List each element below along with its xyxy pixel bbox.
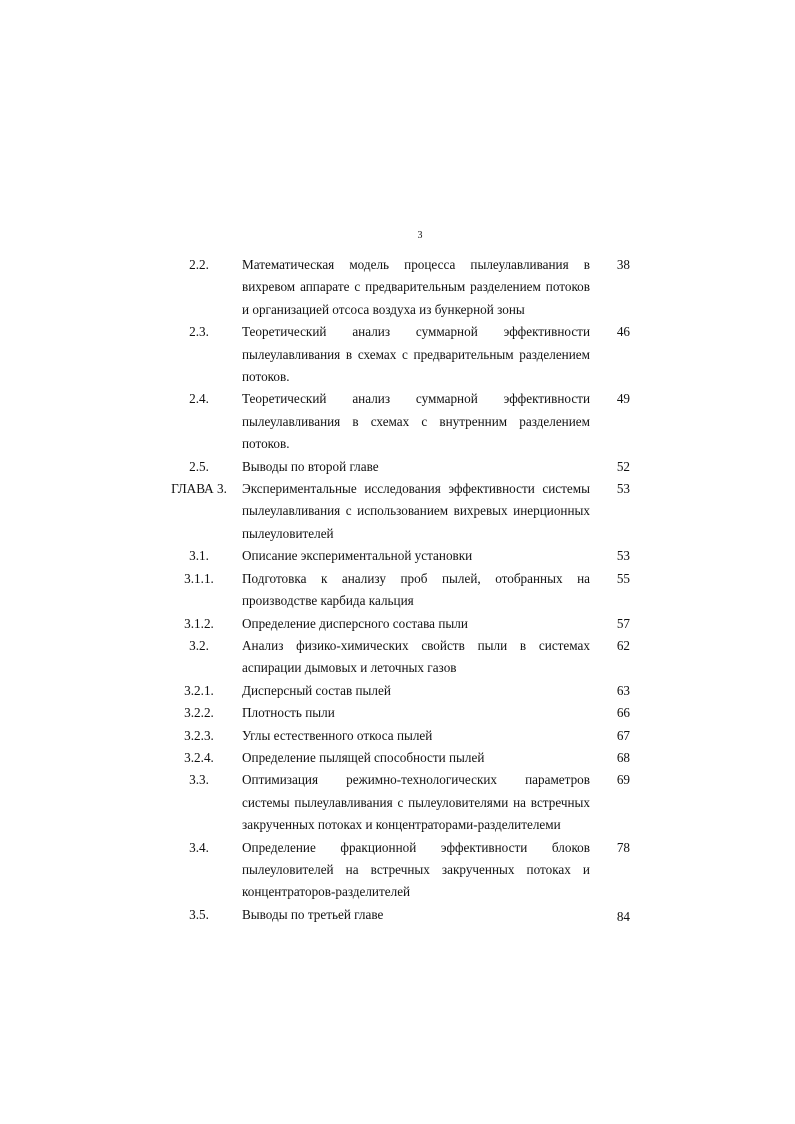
toc-entry-title: Оптимизация режимно-технологических параметров системы пылеулавливания с пылеуловителями на встречных закрученных потоках и концентраторами-разделителеми (242, 772, 590, 833)
toc-entry-number: ГЛАВА 3. (171, 481, 227, 497)
toc-entry-title: Дисперсный состав пылей (242, 682, 391, 698)
toc-entry-number: 3.1.1. (184, 570, 214, 586)
table-of-contents (170, 254, 630, 926)
toc-entry-title: Определение дисперсного состава пыли (242, 615, 468, 631)
toc-entry-number: 3.5. (189, 906, 209, 922)
toc-entry-number: 2.5. (189, 458, 209, 474)
toc-entry-page: 52 (616, 458, 630, 474)
toc-entry-number: 3.3. (189, 772, 209, 788)
toc-entry-number: 3.2.1. (184, 682, 214, 698)
toc-entry-page: 78 (616, 839, 630, 855)
toc-entry-title: Подготовка к анализу проб пылей, отобранных на производстве карбида кальция (242, 570, 590, 609)
toc-entry-page: 53 (616, 548, 630, 564)
toc-entry-page: 38 (616, 257, 630, 272)
toc-entry (170, 456, 630, 478)
toc-entry-chapter (170, 478, 630, 545)
toc-entry-page: 53 (616, 481, 630, 497)
toc-entry-page: 46 (616, 324, 630, 340)
toc-entry (170, 388, 630, 455)
toc-entry-number: 3.2.3. (184, 727, 214, 743)
toc-entry-title: Выводы по второй главе (242, 458, 379, 474)
page-number: 3 (417, 230, 423, 241)
toc-entry-title: Анализ физико-химических свойств пыли в системах аспирации дымовых и леточных газов (242, 637, 590, 676)
toc-entry (170, 904, 630, 926)
toc-entry-page: 67 (616, 727, 630, 743)
toc-entry (170, 725, 630, 747)
toc-entry-number: 2.4. (189, 391, 209, 407)
toc-entry-number: 3.2.2. (184, 705, 214, 721)
toc-entry-title: Выводы по третьей главе (242, 906, 384, 922)
toc-entry-page: 68 (616, 749, 630, 765)
toc-entry (170, 702, 630, 724)
toc-entry (170, 254, 630, 321)
toc-entry-title: Математическая модель процесса пылеулавливания в вихревом аппарате с предварительным разделением потоков и организацией отсоса воздуха из бункерной зоны (242, 257, 590, 317)
toc-entry-page: 84 (616, 908, 630, 924)
toc-entry-number: 2.2. (189, 257, 209, 272)
toc-entry-number: 3.1. (189, 548, 209, 564)
toc-entry-number: 3.4. (189, 839, 209, 855)
toc-entry (170, 613, 630, 635)
toc-entry-title: Теоретический анализ суммарной эффективности пылеулавливания в схемах с внутренним разделением потоков. (242, 391, 590, 452)
toc-entry-number: 3.2.4. (184, 749, 214, 765)
toc-entry-title: Углы естественного откоса пылей (242, 727, 433, 743)
toc-entry (170, 747, 630, 769)
toc-entry-number: 2.3. (189, 324, 209, 340)
toc-entry (170, 545, 630, 567)
toc-entry-page: 69 (616, 772, 630, 788)
toc-entry-number: 3.2. (189, 637, 209, 653)
toc-entry (170, 680, 630, 702)
toc-entry-page: 63 (616, 682, 630, 698)
toc-entry-page: 57 (616, 615, 630, 631)
toc-entry-title: Определение фракционной эффективности блоков пылеуловителей на встречных закрученных потоках и концентраторов-разделителей (242, 839, 590, 900)
toc-entry-title: Определение пылящей способности пылей (242, 749, 485, 765)
toc-entry (170, 568, 630, 613)
toc-entry-page: 49 (616, 391, 630, 407)
toc-entry-title: Описание экспериментальной установки (242, 548, 473, 564)
toc-entry-number: 3.1.2. (184, 615, 214, 631)
toc-entry (170, 837, 630, 904)
toc-entry-page: 55 (616, 570, 630, 586)
toc-entry-page: 62 (616, 637, 630, 653)
toc-entry-title: Теоретический анализ суммарной эффективности пылеулавливания в схемах с предварительным разделением потоков. (242, 324, 590, 385)
toc-entry (170, 321, 630, 388)
toc-entry (170, 769, 630, 836)
toc-entry-title: Плотность пыли (242, 705, 335, 721)
toc-entry-title: Экспериментальные исследования эффективности системы пылеулавливания с использованием вихревых инерционных пылеуловителей (242, 481, 590, 541)
toc-entry-page: 66 (616, 705, 630, 721)
toc-entry (170, 635, 630, 680)
